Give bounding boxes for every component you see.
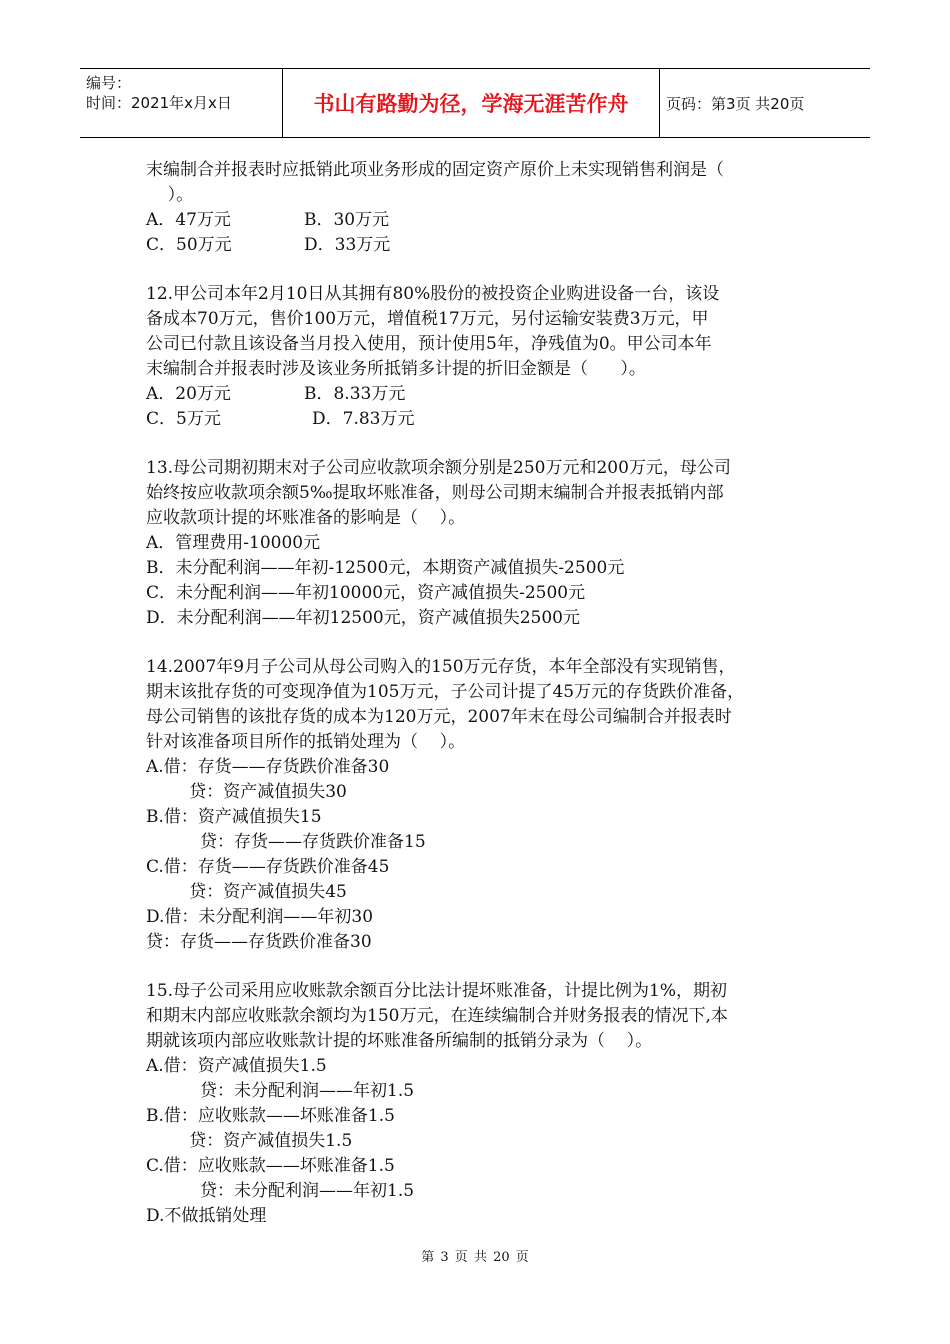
q14-option-d-credit: 贷：存货——存货跌价准备30 (146, 932, 372, 952)
q13-line: 13.母公司期初期末对子公司应收款项余额分别是250万元和200万元，母公司 (146, 458, 731, 478)
q15-option-b-credit: 贷：资产减值损失1.5 (146, 1131, 353, 1151)
q13-option-c: C．未分配利润——年初10000元，资产减值损失-2500元 (146, 583, 586, 603)
q15-line: 和期末内部应收账款余额均为150万元，在连续编制合并财务报表的情况下,本 (146, 1006, 728, 1026)
header-meta (86, 73, 282, 113)
q13-option-a: A．管理费用-10000元 (146, 533, 321, 553)
q14-option-b-debit: B.借：资产减值损失15 (146, 807, 322, 827)
q14-line: 14.2007年9月子公司从母公司购入的150万元存货，本年全部没有实现销售， (146, 657, 736, 677)
q11-option-b: B．30万元 (304, 210, 390, 230)
number-label: 编号： (86, 74, 132, 92)
q14-line: 母公司销售的该批存货的成本为120万元，2007年末在母公司编制合并报表时 (146, 707, 732, 727)
q15-option-b-debit: B.借：应收账款——坏账准备1.5 (146, 1106, 395, 1126)
footer-ye: 页 (454, 1250, 468, 1265)
q13-line: 始终按应收款项余额5‰提取坏账准备，则母公司期末编制合并报表抵销内部 (146, 483, 724, 503)
footer-ye2: 页 (515, 1250, 529, 1265)
q12-option-a: A．20万元 (146, 384, 231, 404)
q11-line: 末编制合并报表时应抵销此项业务形成的固定资产原价上未实现销售利润是（ (146, 160, 724, 180)
time-label: 时间：2021年x月x日 (86, 94, 232, 112)
q15-line: 15.母子公司采用应收账款余额百分比法计提坏账准备，计提比例为1%，期初 (146, 981, 728, 1001)
header-page-info: 页码：第3页 共20页 (666, 94, 805, 113)
q11-line: ）。 (146, 185, 194, 205)
q12-line: 备成本70万元，售价100万元，增值税17万元，另付运输安装费3万元，甲 (146, 309, 709, 329)
q14-option-a-credit: 贷：资产减值损失30 (146, 782, 347, 802)
footer-gong: 共 (473, 1250, 487, 1265)
q14-line: 针对该准备项目所作的抵销处理为（ ）。 (146, 732, 466, 752)
header-motto: 书山有路勤为径，学海无涯苦作舟 (282, 69, 660, 137)
q11-options-cd (146, 233, 806, 258)
page-header (80, 68, 870, 138)
q12-line: 公司已付款且该设备当月投入使用，预计使用5年，净残值为0。甲公司本年 (146, 334, 712, 354)
q14-option-a-debit: A.借：存货——存货跌价准备30 (146, 757, 390, 777)
q12-option-d: D．7.83万元 (312, 409, 415, 429)
q12-line: 12.甲公司本年2月10日从其拥有80%股份的被投资企业购进设备一台，该设 (146, 284, 720, 304)
q15-option-c-credit: 贷：未分配利润——年初1.5 (146, 1181, 415, 1201)
footer-total-pages: 20 (493, 1250, 510, 1265)
q15-option-c-debit: C.借：应收账款——坏账准备1.5 (146, 1156, 395, 1176)
q14-option-c-debit: C.借：存货——存货跌价准备45 (146, 857, 390, 877)
q13-option-d: D．未分配利润——年初12500元，资产减值损失2500元 (146, 608, 580, 628)
q15-option-a-credit: 贷：未分配利润——年初1.5 (146, 1081, 415, 1101)
q12-option-b: B．8.33万元 (304, 384, 406, 404)
q14-line: 期末该批存货的可变现净值为105万元，子公司计提了45万元的存货跌价准备， (146, 682, 745, 702)
document-body (146, 158, 806, 1229)
q13-line: 应收款项计提的坏账准备的影响是（ ）。 (146, 508, 466, 528)
q12-line: 末编制合并报表时涉及该业务所抵销多计提的折旧金额是（ ）。 (146, 359, 646, 379)
q11-option-a: A．47万元 (146, 210, 231, 230)
q12-option-c: C．5万元 (146, 409, 221, 429)
q11-options-ab (146, 208, 806, 233)
q13-option-b: B．未分配利润——年初-12500元，本期资产减值损失-2500元 (146, 558, 625, 578)
footer-page-number: 3 (440, 1250, 449, 1265)
q15-option-d: D.不做抵销处理 (146, 1206, 267, 1226)
q14-option-d-debit: D.借：未分配利润——年初30 (146, 907, 374, 927)
q15-option-a-debit: A.借：资产减值损失1.5 (146, 1056, 327, 1076)
q11-option-c: C．50万元 (146, 235, 232, 255)
q14-option-c-credit: 贷：资产减值损失45 (146, 882, 347, 902)
q11-option-d: D．33万元 (304, 235, 391, 255)
q12-options-ab (146, 382, 806, 407)
q12-options-cd (146, 407, 806, 432)
page-footer (0, 1246, 950, 1265)
footer-di: 第 (421, 1250, 435, 1265)
q14-option-b-credit: 贷：存货——存货跌价准备15 (146, 832, 426, 852)
q15-line: 期就该项内部应收账款计提的坏账准备所编制的抵销分录为（ ）。 (146, 1031, 653, 1051)
